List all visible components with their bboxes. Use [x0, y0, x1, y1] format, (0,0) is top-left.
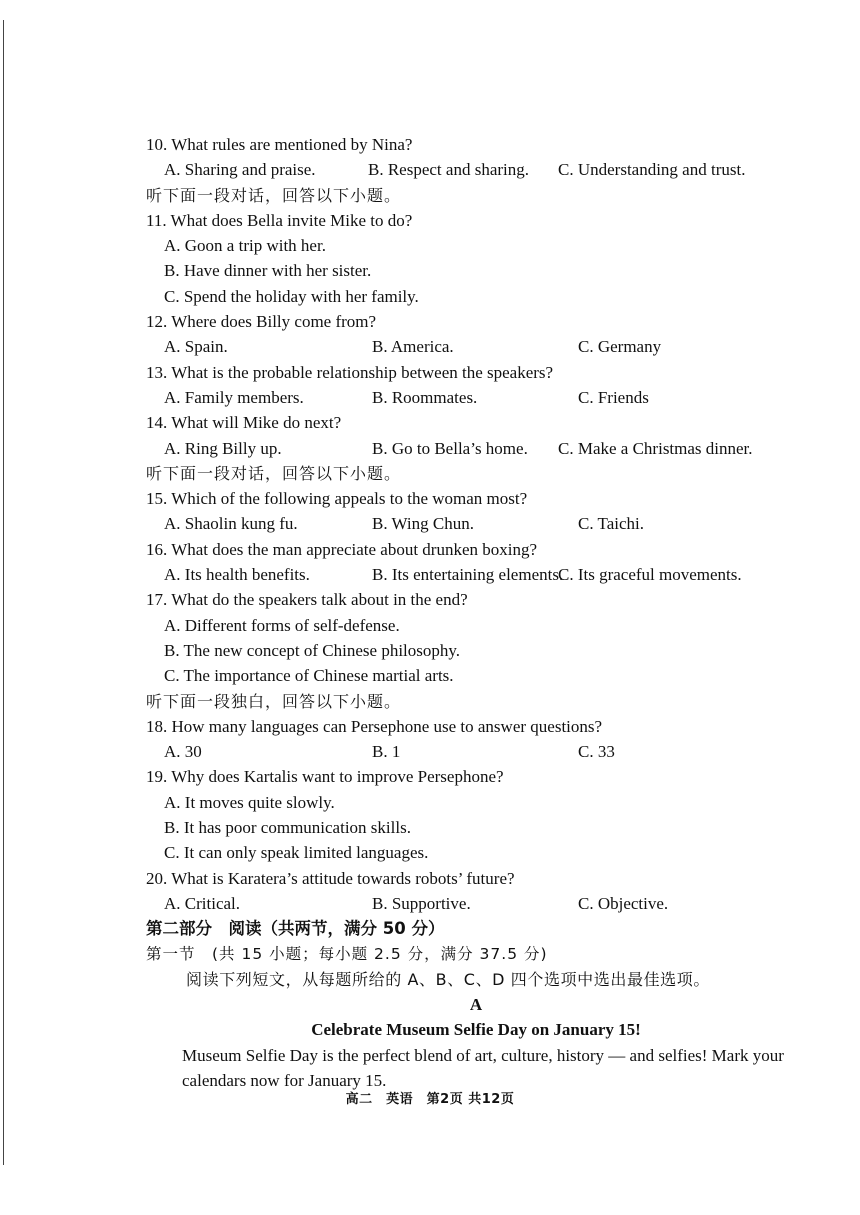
option-a: A. Different forms of self-defense. — [164, 615, 400, 635]
section-one-heading: 第一节 (共 15 小题；每小题 2.5 分，满分 37.5 分) — [146, 944, 548, 963]
option-b: B. The new concept of Chinese philosophy. — [164, 640, 461, 660]
question-19 — [146, 764, 806, 789]
question-stem: 17. What do the speakers talk about in the end? — [146, 590, 468, 610]
option-c: C. The importance of Chinese martial arts. — [164, 666, 454, 686]
option-b: B. America. — [372, 337, 454, 357]
question-13 — [146, 360, 806, 385]
option-a: A. It moves quite slowly. — [164, 792, 335, 812]
option-b: B. Have dinner with her sister. — [164, 261, 372, 281]
option-c: C. Germany — [578, 337, 662, 357]
option-c: C. Taichi. — [578, 514, 645, 534]
listening-instruction: 听下面一段独白，回答以下小题。 — [146, 691, 402, 711]
question-stem: 16. What does the man appreciate about drunken boxing? — [146, 539, 538, 559]
option-a: A. Spain. — [164, 337, 228, 357]
option-c: C. Friends — [578, 387, 649, 407]
option-c: C. Its graceful movements. — [558, 565, 742, 585]
question-16-options — [146, 562, 806, 587]
option-b: B. Go to Bella’s home. — [372, 438, 528, 458]
question-stem: 19. Why does Kartalis want to improve Persephone? — [146, 767, 504, 787]
question-stem: 18. How many languages can Persephone use to answer questions? — [146, 716, 603, 736]
reading-instruction: 阅读下列短文，从每题所给的 A、B、C、D 四个选项中选出最佳选项。 — [186, 969, 710, 989]
question-stem: 13. What is the probable relationship between the speakers? — [146, 362, 554, 382]
question-12 — [146, 309, 806, 334]
question-stem: 20. What is Karatera’s attitude towards robots’ future? — [146, 868, 515, 888]
question-stem: 10. What rules are mentioned by Nina? — [146, 135, 413, 154]
question-20 — [146, 866, 806, 891]
question-18-options — [146, 739, 806, 764]
question-10-options — [146, 157, 806, 182]
passage-paragraph: Museum Selfie Day is the perfect blend of art, culture, history — and selfies! Mark your calendars now for January 15. — [182, 1045, 784, 1090]
question-14 — [146, 410, 806, 435]
option-a: A. Shaolin kung fu. — [164, 514, 298, 534]
option-b: B. It has poor communication skills. — [164, 818, 411, 838]
option-a: A. Sharing and praise. — [164, 160, 316, 180]
question-10 — [146, 132, 806, 157]
option-a: A. Family members. — [164, 387, 304, 407]
question-stem: 14. What will Mike do next? — [146, 413, 342, 433]
question-16 — [146, 537, 806, 562]
passage-letter: A — [469, 995, 483, 1015]
question-13-options — [146, 385, 806, 410]
listening-instruction: 听下面一段对话，回答以下小题。 — [146, 185, 402, 205]
option-b: B. Its entertaining elements. — [372, 565, 564, 585]
option-a: A. Its health benefits. — [164, 565, 310, 585]
question-15 — [146, 486, 806, 511]
scan-edge-line — [3, 20, 4, 1165]
option-b: B. 1 — [372, 742, 401, 762]
option-a: A. Ring Billy up. — [164, 438, 282, 458]
question-11 — [146, 208, 806, 233]
question-12-options — [146, 334, 806, 359]
option-a: A. Critical. — [164, 893, 241, 913]
option-c: C. Understanding and trust. — [558, 160, 746, 180]
question-17 — [146, 587, 806, 612]
question-15-options — [146, 511, 806, 536]
page-footer: 高二 英语 第2页 共12页 — [345, 1092, 515, 1107]
question-stem: 12. Where does Billy come from? — [146, 312, 377, 332]
question-stem: 11. What does Bella invite Mike to do? — [146, 210, 413, 230]
question-14-options — [146, 436, 806, 461]
question-18 — [146, 714, 806, 739]
question-20-options — [146, 891, 806, 916]
option-b: B. Respect and sharing. — [368, 160, 529, 180]
option-c: C. 33 — [578, 742, 615, 762]
passage-title: Celebrate Museum Selfie Day on January 15! — [311, 1020, 641, 1040]
option-c: C. It can only speak limited languages. — [164, 843, 429, 863]
listening-instruction: 听下面一段对话，回答以下小题。 — [146, 463, 402, 483]
option-c: C. Spend the holiday with her family. — [164, 286, 419, 306]
option-b: B. Roommates. — [372, 387, 478, 407]
option-c: C. Make a Christmas dinner. — [558, 438, 753, 458]
part-two-title: 第二部分 阅读（共两节，满分 50 分） — [146, 919, 445, 939]
question-block — [146, 132, 806, 1093]
option-a: A. 30 — [164, 742, 202, 762]
option-b: B. Supportive. — [372, 893, 471, 913]
option-a: A. Goon a trip with her. — [164, 236, 326, 256]
option-c: C. Objective. — [578, 893, 669, 913]
option-b: B. Wing Chun. — [372, 514, 474, 534]
question-stem: 15. Which of the following appeals to the woman most? — [146, 489, 528, 509]
